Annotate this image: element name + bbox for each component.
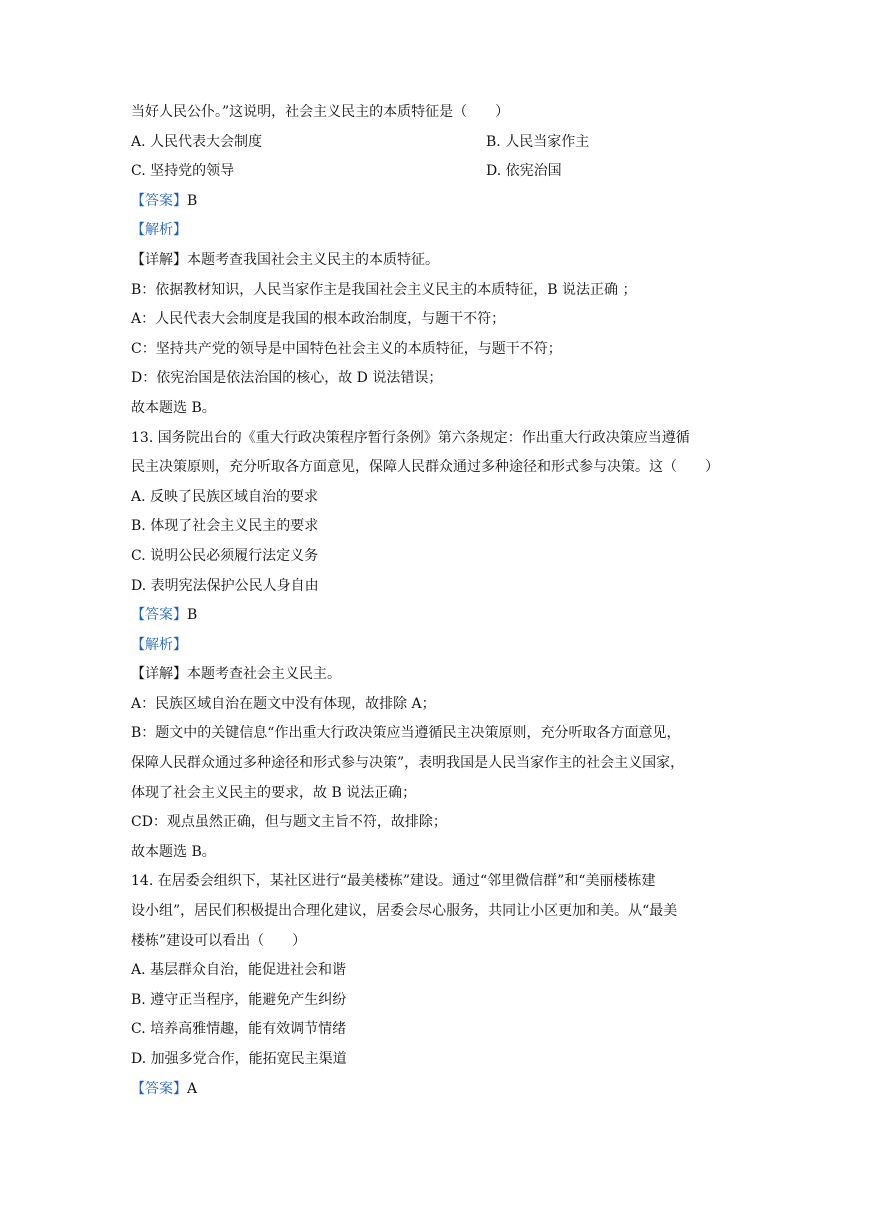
- q12-conclusion: 故本题选 B。: [131, 399, 216, 416]
- q13-stem-line: 民主决策原则，充分听取各方面意见，保障人民群众通过多种途径和形式参与决策。这（ ）: [131, 459, 719, 476]
- q13-option-b: B. 体现了社会主义民主的要求: [131, 518, 319, 535]
- q13-explanation-line: A：民族区域自治在题文中没有体现，故排除 A；: [131, 695, 436, 712]
- detail-intro: 本题考查社会主义民主。: [187, 666, 341, 683]
- q12-option-c: C. 坚持党的领导: [131, 163, 235, 180]
- q14-option-c: C. 培养高雅情趣，能有效调节情绪: [131, 1021, 347, 1038]
- q13-stem-line: 13. 国务院出台的《重大行政决策程序暂行条例》第六条规定：作出重大行政决策应当遵循: [131, 429, 690, 446]
- q12-explanation-line: D：依宪治国是依法治国的核心，故 D 说法错误；: [131, 370, 443, 387]
- q14-option-b: B. 遵守正当程序，能避免产生纠纷: [131, 991, 347, 1008]
- q12-detail: [131, 246, 751, 276]
- q14-stem-line: 楼栋”建设可以看出（ ）: [131, 932, 307, 949]
- q13-explanation-line: B：题文中的关键信息“作出重大行政决策应当遵循民主决策原则，充分听取各方面意见，: [131, 725, 681, 742]
- q12-option-a: A. 人民代表大会制度: [131, 133, 263, 150]
- detail-intro: 本题考查我国社会主义民主的本质特征。: [187, 251, 439, 268]
- q12-stem-tail: 当好人民公仆。”这说明，社会主义民主的本质特征是（ ）: [131, 104, 510, 120]
- q12-explanation-line: A：人民代表大会制度是我国的根本政治制度，与题干不符；: [131, 311, 506, 328]
- q12-answer: [131, 187, 751, 217]
- q12-option-b: B. 人民当家作主: [486, 133, 590, 150]
- answer-value: B: [187, 607, 198, 624]
- q12-explanation-line: B：依据教材知识，人民当家作主是我国社会主义民主的本质特征，B 说法正确 ；: [131, 281, 637, 298]
- detail-tag: 【详解】: [131, 666, 187, 683]
- q13-explanation-line: 保障人民群众通过多种途径和形式参与决策”，表明我国是人民当家作主的社会主义国家，: [131, 755, 685, 772]
- q12-option-d: D. 依宪治国: [486, 163, 562, 180]
- q12-options-row-2: [131, 157, 751, 187]
- q14-option-d: D. 加强多党合作，能拓宽民主渠道: [131, 1051, 347, 1067]
- q13-explanation-line: 体现了社会主义民主的要求，故 B 说法正确；: [131, 784, 417, 801]
- q14-answer: [131, 1075, 751, 1105]
- answer-tag: 【答案】: [131, 192, 187, 209]
- q12-explanation-line: C：坚持共产党的领导是中国特色社会主义的本质特征，与题干不符；: [131, 340, 562, 357]
- q12-options-row-1: [131, 128, 751, 158]
- answer-value: B: [187, 192, 198, 209]
- q13-conclusion: 故本题选 B。: [131, 843, 216, 860]
- document-page: [131, 98, 751, 1104]
- q13-analysis-tag: 【解析】: [131, 636, 187, 653]
- q13-detail: [131, 660, 751, 690]
- q13-option-d: D. 表明宪法保护公民人身自由: [131, 577, 319, 594]
- answer-value: A: [187, 1080, 198, 1097]
- detail-tag: 【详解】: [131, 251, 187, 268]
- q13-explanation-line: CD：观点虽然正确，但与题文主旨不符，故排除；: [131, 814, 447, 831]
- q13-answer: [131, 601, 751, 631]
- q14-stem-line: 设小组”，居民们积极提出合理化建议，居委会尽心服务，共同让小区更加和美。从“最美: [131, 903, 678, 920]
- q13-option-a: A. 反映了民族区域自治的要求: [131, 488, 319, 505]
- q14-option-a: A. 基层群众自治，能促进社会和谐: [131, 962, 347, 979]
- answer-tag: 【答案】: [131, 1080, 187, 1097]
- q12-analysis-tag: 【解析】: [131, 222, 187, 239]
- answer-tag: 【答案】: [131, 607, 187, 624]
- q13-option-c: C. 说明公民必须履行法定义务: [131, 547, 319, 564]
- q14-stem-line: 14. 在居委会组织下，某社区进行“最美楼栋”建设。通过“邻里微信群”和“美丽楼栋建: [131, 873, 656, 890]
